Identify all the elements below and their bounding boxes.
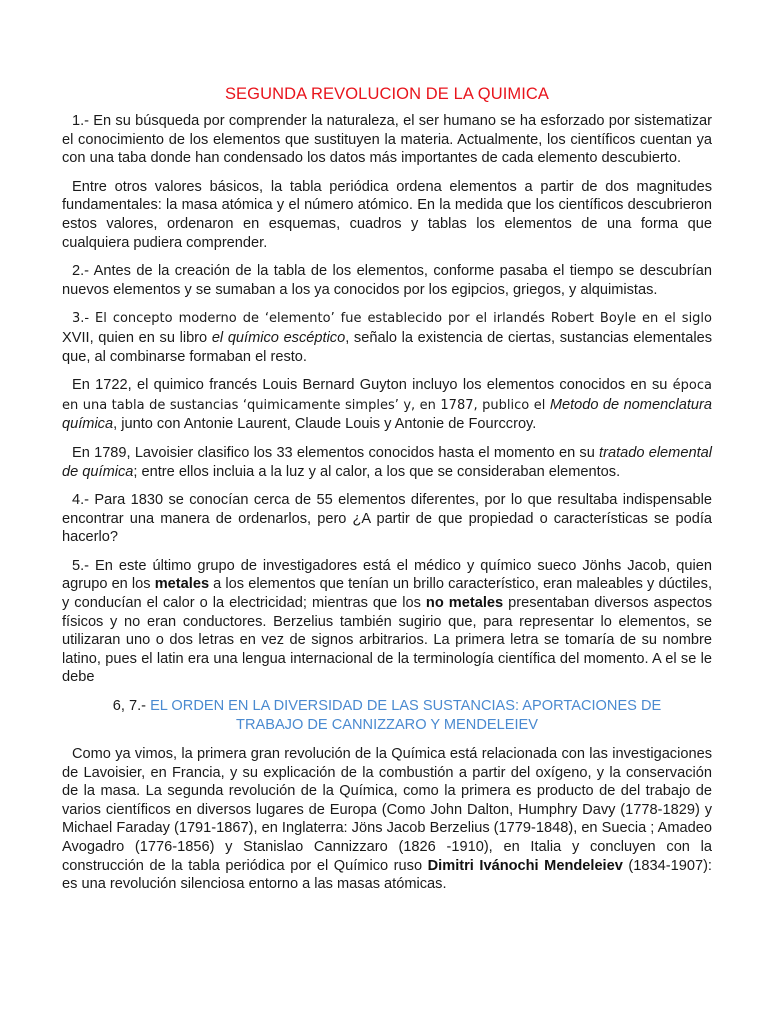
paragraph-5	[62, 376, 712, 434]
paragraph-9-part-c: (1834-1907): es una revolución silenciosa entorno a las masas atómicas.	[62, 857, 712, 893]
section-subheading	[62, 697, 712, 735]
subheading-line-2: TRABAJO DE CANNIZZARO Y MENDELEIEV	[236, 717, 538, 734]
subheading-number: 6, 7.-	[112, 698, 151, 715]
paragraph-9-part-a: Como ya vimos, la primera gran revolución de la Química está relacionada con las investigaciones de Lavoisier, en Francia, y su explicación de la combustión a partir del oxígeno, y la conservación de la masa. La segunda revolución de la Química, como la primera es producto de del trabajo de varios científicos en diversos lugares de Europa (Como John Dalton, Humphry Davy (1778-1829) y Michael Faraday (1791-1867), en Inglaterra: Jöns Jacob Berzelius (1779-1848), en Suecia ; Amadeo Avogadro (1776-1856) y Stanislao Cannizzaro (1826 -1910), en Italia y concluyen con la construcción de la tabla periódica por el Químico ruso	[62, 746, 712, 874]
subheading-line-1: EL ORDEN EN LA DIVERSIDAD DE LAS SUSTANCIAS: APORTACIONES DE	[150, 698, 662, 715]
paragraph-8-part-c: a los elementos que tenían un brillo característico, eran maleables y dúctiles, y conducían el calor o la electricidad; mientras que los	[62, 576, 712, 612]
paragraph-4-part-d: , señalo la existencia de ciertas, sustancias elementales que, al combinarse formaban el resto.	[62, 329, 712, 365]
paragraph-3: 2.- Antes de la creación de la tabla de los elementos, conforme pasaba el tiempo se descubrían nuevos elementos y se sumaban a los ya conocidos por los egipcios, griegos, y alquimistas.	[62, 263, 712, 298]
book-title-quimico-esceptico: el químico escéptico	[211, 329, 346, 346]
paragraph-5-part-b: época en una tabla de sustancias ‘quimicamente simples’ y, en 1787, publico el	[62, 378, 712, 413]
paragraph-8	[62, 557, 712, 687]
term-no-metales: no metales	[425, 595, 504, 612]
paragraph-4-part-b: XVII, quien en su libro	[62, 329, 212, 346]
book-title-tratado-elemental: tratado elemental de química	[62, 444, 712, 480]
paragraph-4-part-a: 3.- El concepto moderno de ‘elemento’ fue establecido por el irlandés Robert Boyle en el siglo	[72, 311, 712, 327]
paragraph-9	[62, 745, 712, 894]
paragraph-7: 4.- Para 1830 se conocían cerca de 55 elementos diferentes, por lo que resultaba indispensable encontrar una manera de ordenarlos, pero ¿A partir de que propiedad o características se podía hacerlo?	[62, 492, 712, 546]
book-title-metodo-nomenclatura: Metodo de nomenclatura química	[62, 396, 712, 433]
paragraph-6	[62, 444, 712, 481]
term-metales: metales	[154, 576, 210, 593]
paragraph-2: Entre otros valores básicos, la tabla periódica ordena elementos a partir de dos magnitudes fundamentales: la masa atómica y el número atómico. En la medida que los científicos descubrieron estos valores, ordenaron en esquemas, cuadros y tablas los elementos de una forma que cualquiera pudiera comprender.	[62, 178, 712, 251]
paragraph-8-part-a: 5.- En este último grupo de investigadores está el médico y químico sueco Jönhs Jacob, quien agrupo en los	[62, 557, 712, 593]
paragraph-8-part-e: presentaban diversos aspectos físicos y no eran conductores. Berzelius también sugirio que, para representar lo elementos, se utilizaran uno o dos letras en vez de signos arbitrarios. La primera letra se tomaría de su nombre latino, pues el latin era una lengua internacional de la terminología científica del momento. A el se le debe	[62, 595, 712, 686]
paragraph-1: 1.- En su búsqueda por comprender la naturaleza, el ser humano se ha esforzado por sistematizar el conocimiento de los elementos que sustituyen la materia. Actualmente, los científicos cuentan ya con una taba donde han condensado los datos más importantes de cada elemento descubierto.	[62, 113, 712, 167]
paragraph-5-part-a: En 1722, el quimico francés Louis Bernard Guyton incluyo los elementos conocidos en su	[72, 377, 673, 394]
paragraph-6-part-c: ; entre ellos incluia a la luz y al calor, a los que se consideraban elementos.	[133, 463, 621, 480]
paragraph-6-part-a: En 1789, Lavoisier clasifico los 33 elementos conocidos hasta el momento en su	[72, 444, 600, 461]
name-mendeleiev: Dimitri Ivánochi Mendeleiev	[427, 857, 623, 874]
paragraph-5-part-d: , junto con Antonie Laurent, Claude Louis y Antonie de Fourccroy.	[113, 416, 537, 433]
page-title: SEGUNDA REVOLUCION DE LA QUIMICA	[224, 85, 550, 103]
paragraph-4	[62, 309, 712, 366]
document-page	[62, 84, 712, 904]
